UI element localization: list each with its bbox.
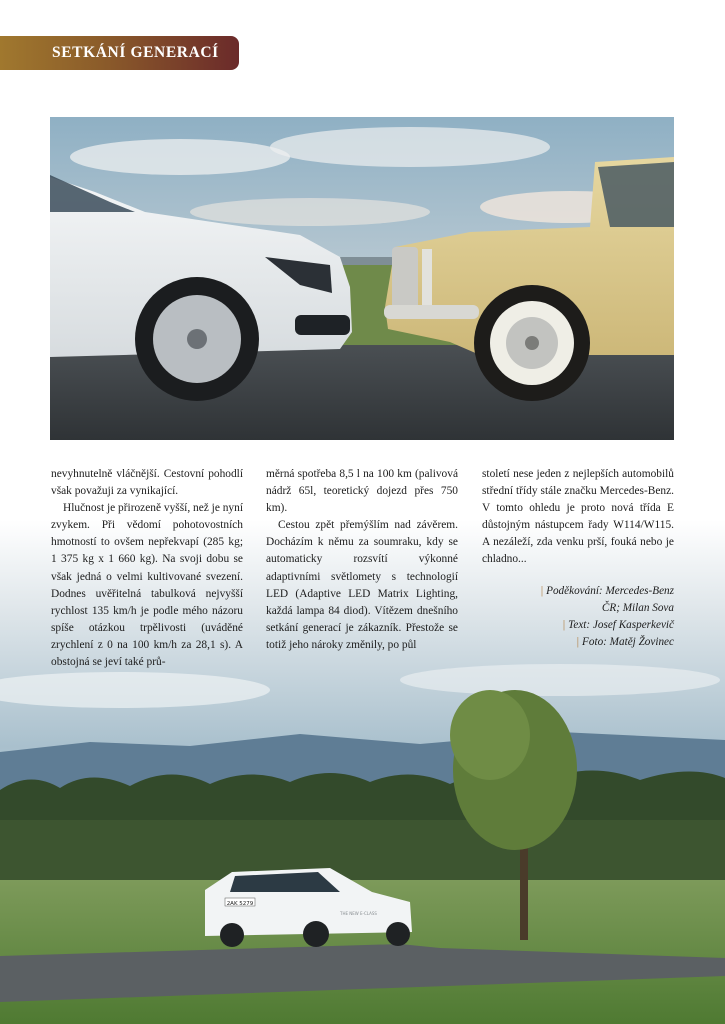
credit-thanks: Poděkování: Mercedes-Benz (546, 584, 674, 597)
section-title: SETKÁNÍ GENERACÍ (0, 36, 239, 70)
credits (482, 583, 674, 651)
credit-separator: | (540, 584, 544, 597)
paragraph: měrná spotřeba 8,5 l na 100 km (palivová nádrž 65l, teoretický dojezd přes 750 km). (266, 468, 458, 515)
article-column-3 (482, 466, 674, 651)
article-column-2 (266, 466, 458, 654)
credit-thanks-cont: ČR; Milan Sova (601, 601, 674, 614)
credit-separator: | (576, 635, 580, 648)
credit-text: Text: Josef Kasperkevič (568, 618, 674, 631)
credit-photo: Foto: Matěj Žovinec (582, 635, 674, 648)
paragraph: Hlučnost je přirozeně vyšší, než je nyní zvykem. Při vědomí pohotovostních hmotností to ovšem nepřekvapí (285 kg; 1 375 kg x 1 660 kg). Na svoji dobu se však jedná o velmi kultivované svezení. Dodnes uvěřitelná tabulková nejvyšší rychlost 135 km/h je podle mého názoru spíše otázkou trpělivosti (uváděné zrychlení z 0 na 100 km/h za 28,1 s). A obstojná se jeví také prů- (51, 502, 243, 669)
photo-cars-face-off (50, 117, 674, 440)
paragraph: Cestou zpět přemýšlím nad závěrem. Docházím k němu za soumraku, kdy se automaticky rozsvítí výkonné adaptivními světlomety s technologií LED (Adaptive LED Matrix Lighting, každá lampa 84 diod). Vítězem dnešního setkání generací je zákazník. Přestože se totiž jeho nároky změnily, po půl (266, 519, 458, 651)
paragraph: nevyhnutelně vláčnější. Cestovní pohodlí však považuji za vynikající. (51, 468, 243, 498)
car-plate: 2AK 5279 (226, 901, 254, 907)
car-side-text: THE NEW E-CLASS (340, 911, 377, 916)
paragraph: století nese jeden z nejlepších automobilů střední třídy stále značku Mercedes-Benz. V tomto ohledu je proto nová třída E důstojným nástupcem řady W114/W115. A nezáleží, zda venku prší, fouká nebo je chladno... (482, 468, 674, 566)
article-column-1 (51, 466, 243, 671)
credit-separator: | (562, 618, 566, 631)
